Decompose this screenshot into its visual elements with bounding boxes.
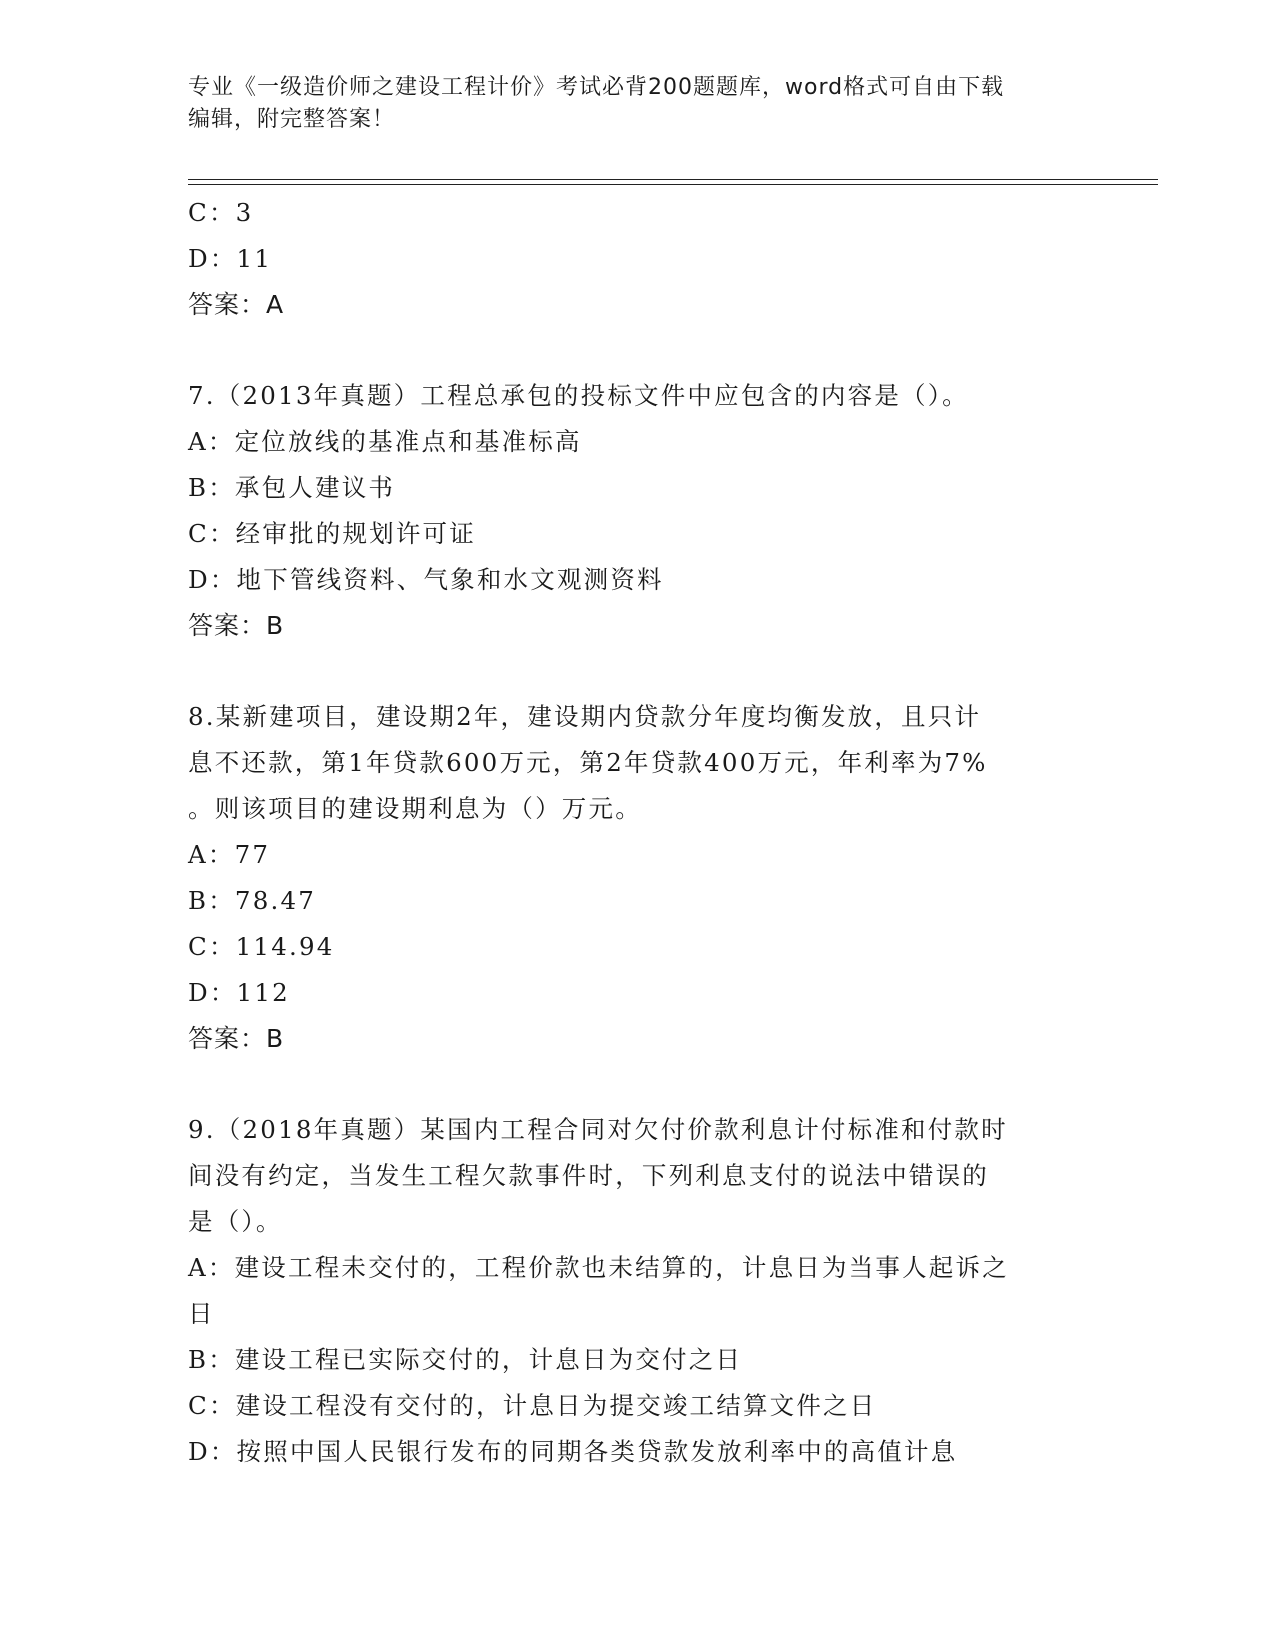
question-stem: 7.（2013年真题）工程总承包的投标文件中应包含的内容是（）。 <box>188 381 969 410</box>
option-a-line-2: 日 <box>188 1299 215 1328</box>
answer-label: 答案：A <box>188 290 285 319</box>
option-a: A：定位放线的基准点和基准标高 <box>188 427 582 456</box>
question-6-tail <box>188 190 1088 328</box>
question-stem-line-2: 息不还款，第1年贷款600万元，第2年贷款400万元，年利率为7% <box>188 748 988 777</box>
option-d: D：11 <box>188 244 273 273</box>
option-b: B：承包人建议书 <box>188 473 396 502</box>
header-divider-bottom <box>188 184 1158 185</box>
answer-label: 答案：B <box>188 1024 285 1053</box>
option-d: D：112 <box>188 978 290 1007</box>
question-stem-line-1: 9.（2018年真题）某国内工程合同对欠付价款利息计付标准和付款时 <box>188 1115 1008 1144</box>
answer-label: 答案：B <box>188 611 285 640</box>
option-c: C：114.94 <box>188 932 335 961</box>
header-line-1: 专业《一级造价师之建设工程计价》考试必背200题题库，word格式可自由下载 <box>188 75 1005 100</box>
option-a-line-1: A：建设工程未交付的，工程价款也未结算的，计息日为当事人起诉之 <box>188 1253 1009 1282</box>
option-d: D：按照中国人民银行发布的同期各类贷款发放利率中的高值计息 <box>188 1437 958 1466</box>
option-c: C：建设工程没有交付的，计息日为提交竣工结算文件之日 <box>188 1391 877 1420</box>
question-9 <box>188 1107 1088 1475</box>
option-b: B：建设工程已实际交付的，计息日为交付之日 <box>188 1345 743 1374</box>
question-stem-line-1: 8.某新建项目，建设期2年，建设期内贷款分年度均衡发放，且只计 <box>188 702 982 731</box>
option-a: A：77 <box>188 840 271 869</box>
option-d: D：地下管线资料、气象和水文观测资料 <box>188 565 664 594</box>
question-7 <box>188 373 1088 649</box>
option-b: B：78.47 <box>188 886 317 915</box>
question-stem-line-2: 间没有约定，当发生工程欠款事件时，下列利息支付的说法中错误的 <box>188 1161 989 1190</box>
header-divider-top <box>188 179 1158 180</box>
document-header <box>188 72 1068 136</box>
question-stem-line-3: 。则该项目的建设期利息为（）万元。 <box>188 794 642 823</box>
question-stem-line-3: 是（）。 <box>188 1207 283 1236</box>
question-8 <box>188 694 1088 1062</box>
header-line-2: 编辑，附完整答案！ <box>188 107 396 132</box>
option-c: C：经审批的规划许可证 <box>188 519 476 548</box>
option-c: C：3 <box>188 198 254 227</box>
question-list <box>188 190 1088 1475</box>
